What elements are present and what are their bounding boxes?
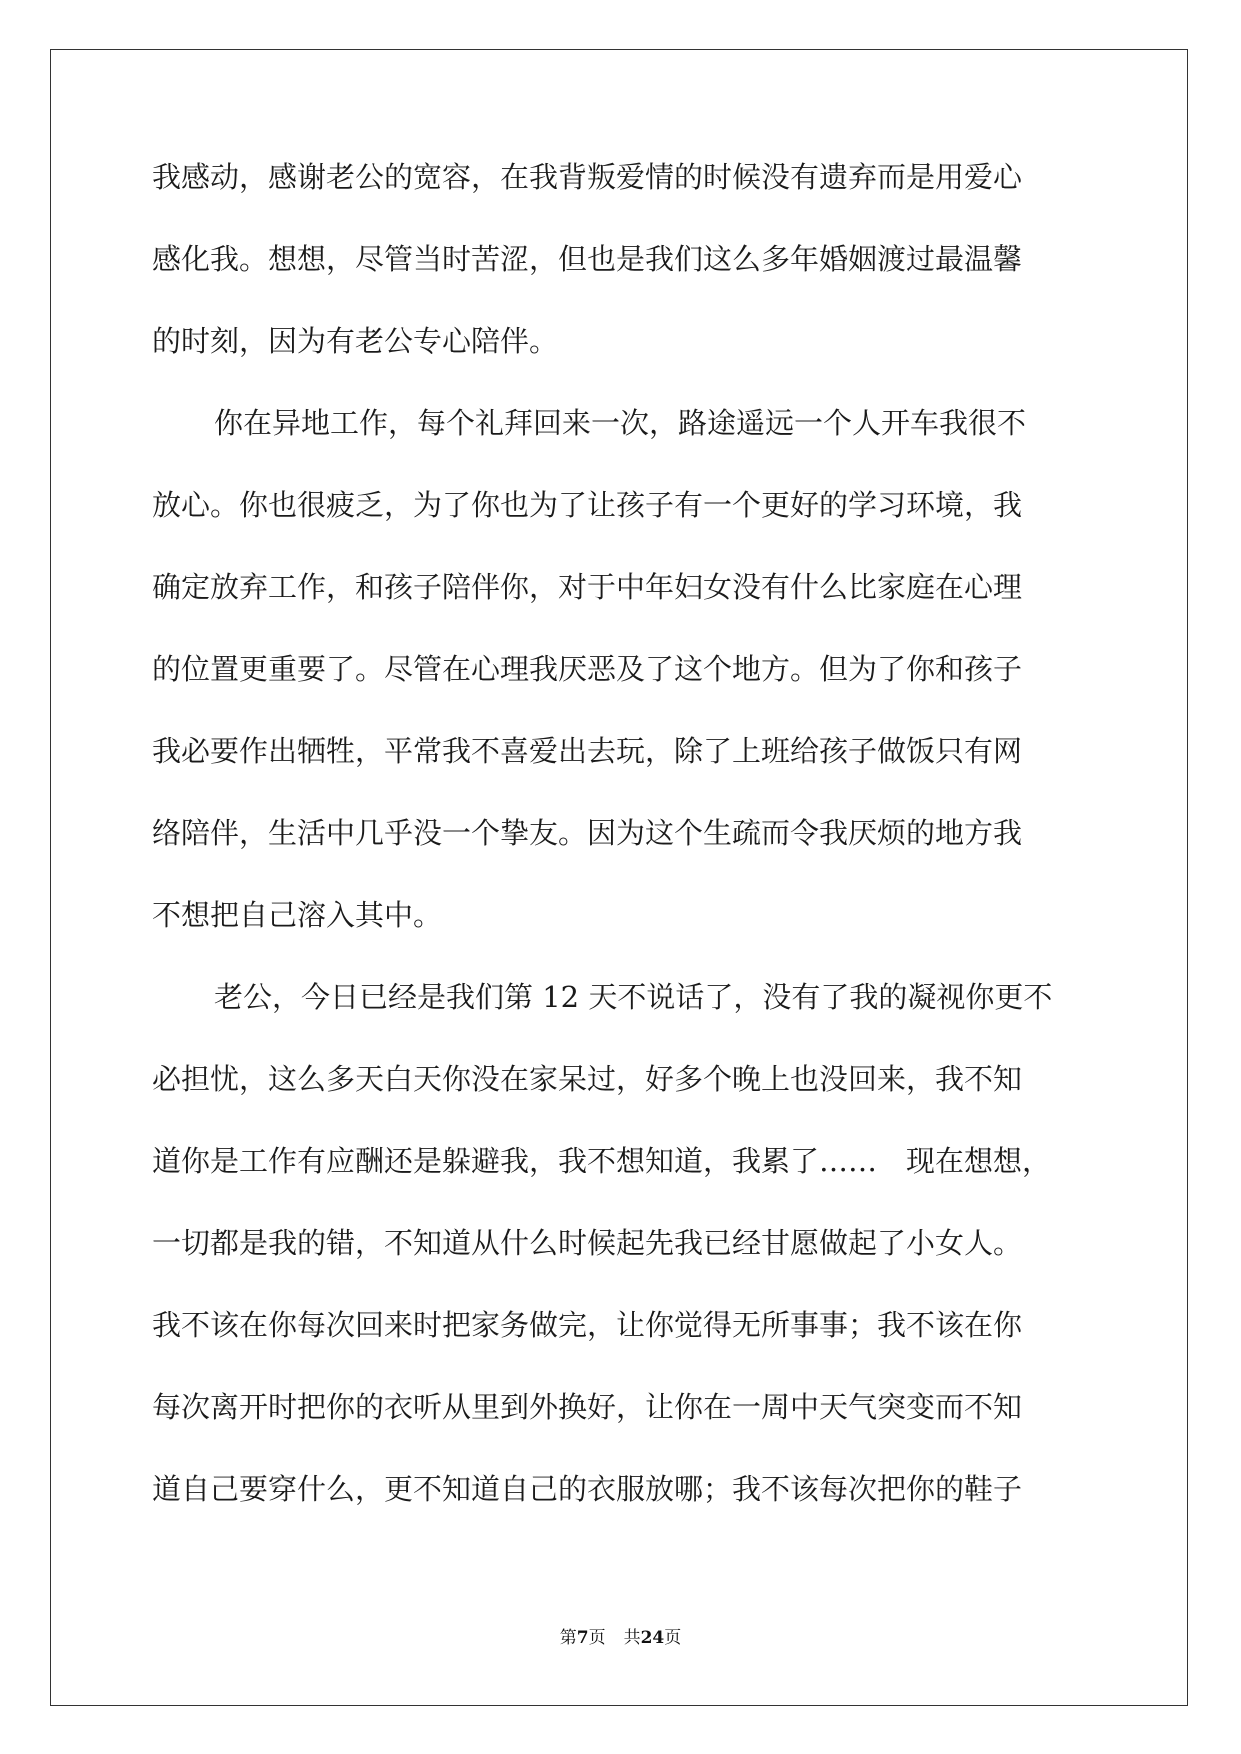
total-prefix: 共: [623, 1628, 641, 1648]
text-line: 不想把自己溶入其中。: [152, 898, 443, 932]
text-line: 感化我。想想，尽管当时苦涩，但也是我们这么多年婚姻渡过最温馨: [152, 242, 1023, 276]
page-prefix: 第: [559, 1628, 577, 1648]
text-line: 络陪伴，生活中几乎没一个挚友。因为这个生疏而令我厌烦的地方我: [152, 816, 1023, 850]
current-page-number: 7: [576, 1628, 589, 1648]
text-line: 每次离开时把你的衣听从里到外换好，让你在一周中天气突变而不知: [152, 1390, 1023, 1424]
total-suffix: 页: [664, 1628, 682, 1648]
paragraph-gap: [152, 938, 1082, 980]
text-line: 必担忧，这么多天白天你没在家呆过，好多个晚上也没回来，我不知: [152, 1062, 1023, 1096]
text-line: 你在异地工作，每个礼拜回来一次，路途遥远一个人开车我很不: [214, 406, 1027, 440]
page-suffix: 页: [588, 1628, 606, 1648]
paragraph-gap: [152, 364, 1082, 406]
text-line: 的时刻，因为有老公专心陪伴。: [152, 324, 559, 358]
text-line: 道自己要穿什么，更不知道自己的衣服放哪；我不该每次把你的鞋子: [152, 1472, 1023, 1506]
document-body: [152, 160, 1082, 1554]
page-footer: [0, 1623, 1241, 1648]
total-pages-number: 24: [640, 1628, 665, 1648]
text-line: 道你是工作有应酬还是躲避我，我不想知道，我累了…… 现在想想，: [152, 1144, 1052, 1178]
text-line: 我不该在你每次回来时把家务做完，让你觉得无所事事；我不该在你: [152, 1308, 1023, 1342]
text-line: 我感动，感谢老公的宽容，在我背叛爱情的时候没有遗弃而是用爱心: [152, 160, 1023, 194]
text-line: 的位置更重要了。尽管在心理我厌恶及了这个地方。但为了你和孩子: [152, 652, 1023, 686]
text-line: 放心。你也很疲乏，为了你也为了让孩子有一个更好的学习环境，我: [152, 488, 1023, 522]
text-line: 老公，今日已经是我们第 12 天不说话了，没有了我的凝视你更不: [214, 980, 1053, 1014]
text-line: 一切都是我的错，不知道从什么时候起先我已经甘愿做起了小女人。: [152, 1226, 1023, 1260]
text-line: 确定放弃工作，和孩子陪伴你，对于中年妇女没有什么比家庭在心理: [152, 570, 1023, 604]
text-line: 我必要作出牺牲，平常我不喜爱出去玩，除了上班给孩子做饭只有网: [152, 734, 1023, 768]
